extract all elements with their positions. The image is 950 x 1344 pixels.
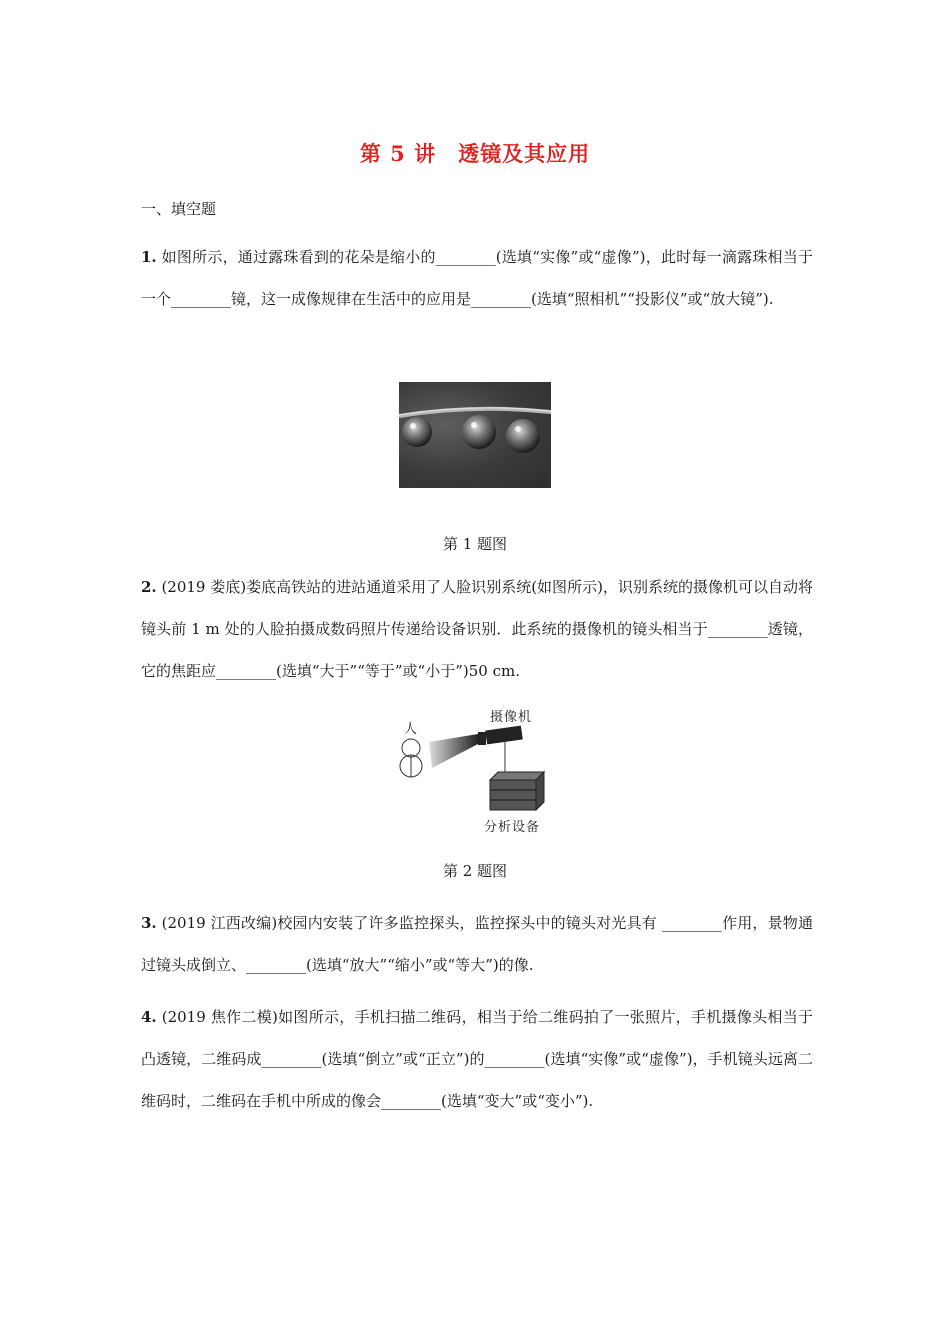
question-text: 如图所示，通过露珠看到的花朵是缩小的________(选填“实像”或“虚像”)，此时每一滴露珠相当于一个________镜，这一成像规律在生活中的应用是________(选填“照相机”“投影仪”或“放大镜”). (141, 248, 813, 308)
device-label: 分析设备 (484, 820, 541, 835)
question-1 (141, 236, 813, 320)
question-text: (2019 焦作二模)如图所示，手机扫描二维码，相当于给二维码拍了一张照片，手机摄像头相当于凸透镜，二维码成________(选填“倒立”或“正立”)的________(选填“实像”或“虚像”)，手机镜头远离二维码时，二维码在手机中所成的像会________(选填“变大”或“变小”). (141, 1008, 813, 1110)
dew-drops-photo (399, 382, 551, 488)
question-2 (141, 566, 813, 692)
question-number: 1. (141, 248, 157, 266)
figure-1-caption: 第 1 题图 (442, 535, 508, 553)
camera-label: 摄像机 (490, 710, 533, 725)
question-3 (141, 902, 813, 986)
face-recognition-diagram (396, 704, 566, 836)
figure-2-caption: 第 2 题图 (442, 862, 508, 880)
lecture-number: 第 5 讲 (359, 141, 437, 166)
person-label: 人 (404, 722, 418, 737)
question-4 (141, 996, 813, 1122)
lecture-topic: 透镜及其应用 (458, 141, 591, 166)
question-number: 3. (141, 914, 157, 932)
question-text: (2019 江西改编)校园内安装了许多监控探头，监控探头中的镜头对光具有 ________作用，景物通过镜头成倒立、________(选填“放大”“缩小”或“等大”)的像. (141, 914, 813, 974)
question-text: (2019 娄底)娄底高铁站的进站通道采用了人脸识别系统(如图所示)，识别系统的摄像机可以自动将镜头前 1 m 处的人脸拍摄成数码照片传递给设备识别．此系统的摄像机的镜头相当于________透镜，它的焦距应________(选填“大于”“等于”或“小于”)50 cm. (141, 578, 813, 680)
question-number: 4. (141, 1008, 157, 1026)
page-title (0, 138, 950, 168)
section-heading: 一、填空题 (141, 200, 217, 218)
question-number: 2. (141, 578, 157, 596)
